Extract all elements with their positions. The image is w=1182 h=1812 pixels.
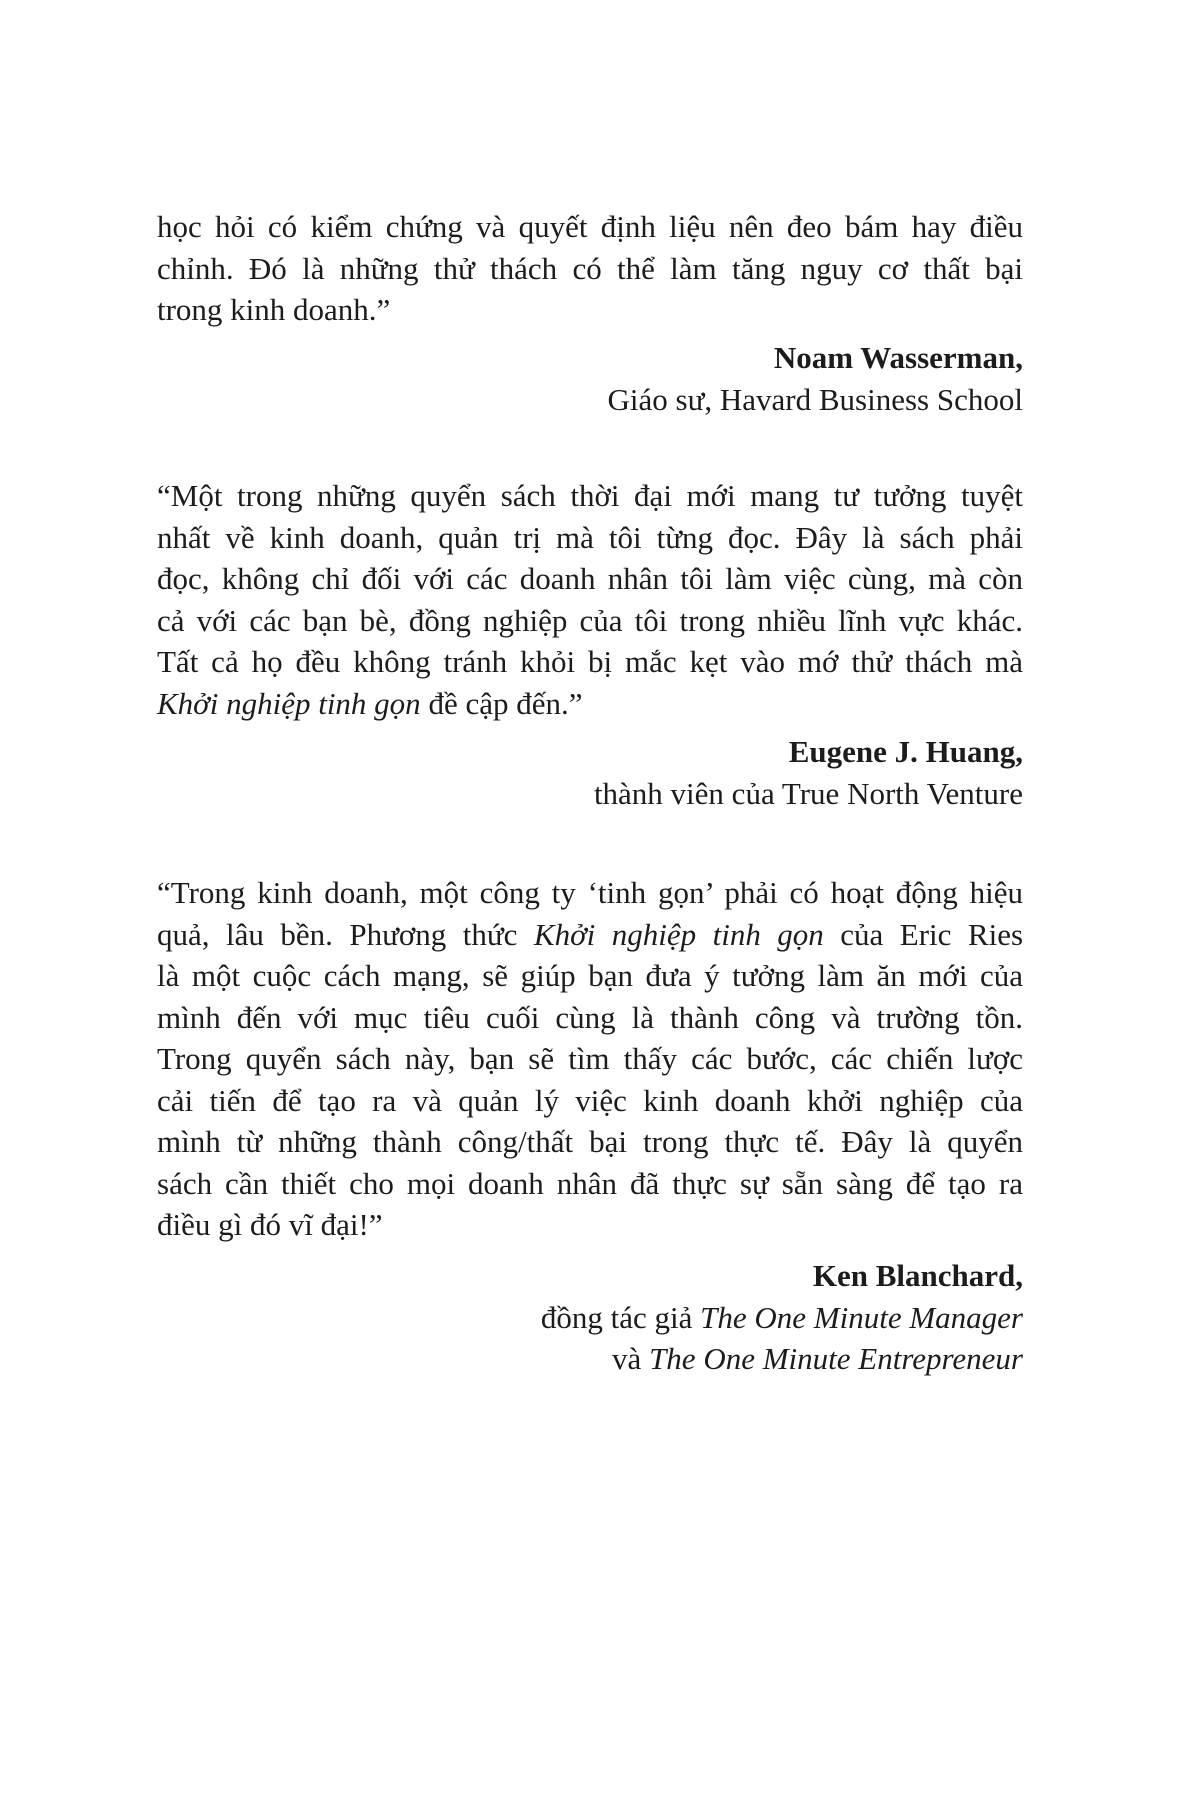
author-role [157, 1297, 1023, 1339]
quote-line [157, 683, 1023, 725]
attribution-blanchard [157, 1255, 1023, 1380]
quote-text: quả, lâu bền. Phương thức [157, 916, 534, 952]
author-role: thành viên của True North Venture [593, 775, 1023, 811]
quote-text: của Eric Ries [823, 916, 1024, 952]
quote-huang [157, 475, 1023, 724]
quote-line: Tất cả họ đều không tránh khỏi bị mắc kẹt vào mớ thử thách mà [157, 644, 1023, 679]
attribution-huang [157, 731, 1023, 814]
quote-line: chỉnh. Đó là những thử thách có thể làm tăng nguy cơ thất bại [157, 250, 1023, 286]
quote-wasserman [157, 206, 1023, 331]
quote-line: trong kinh doanh.” [157, 292, 391, 327]
quote-line: nhất về kinh doanh, quản trị mà tôi từng đọc. Đây là sách phải [157, 519, 1023, 555]
author-name: Noam Wasserman, [773, 340, 1023, 375]
author-role: Giáo sư, Havard Business School [607, 381, 1023, 417]
role-text: và [612, 1341, 650, 1376]
quote-line [157, 914, 1023, 956]
quote-line: điều gì đó vĩ đại!” [157, 1207, 383, 1242]
quote-text: đề cập đến.” [420, 685, 583, 721]
quote-line: mình từ những thành công/thất bại trong thực tế. Đây là quyển [157, 1124, 1023, 1159]
quote-line: học hỏi có kiểm chứng và quyết định liệu nên đeo bám hay điều [157, 209, 1023, 244]
quote-line: đọc, không chỉ đối với các doanh nhân tôi làm việc cùng, mà còn [157, 561, 1023, 596]
quote-line: Trong quyển sách này, bạn sẽ tìm thấy các bước, các chiến lược [157, 1041, 1023, 1076]
quote-line: “Trong kinh doanh, một công ty ‘tinh gọn’ phải có hoạt động hiệu [157, 875, 1023, 910]
quote-line: cải tiến để tạo ra và quản lý việc kinh doanh khởi nghiệp của [157, 1082, 1023, 1118]
quote-blanchard [157, 872, 1023, 1246]
author-name: Ken Blanchard, [812, 1258, 1023, 1293]
quote-line: mình đến với mục tiêu cuối cùng là thành công và trường tồn. [157, 999, 1023, 1035]
book-title: The One Minute Entrepreneur [649, 1341, 1023, 1376]
quote-line: là một cuộc cách mạng, sẽ giúp bạn đưa ý tưởng làm ăn mới của [157, 958, 1023, 993]
quote-line: sách cần thiết cho mọi doanh nhân đã thực sự sẵn sàng để tạo ra [157, 1165, 1023, 1201]
author-role [157, 1338, 1023, 1380]
author-name: Eugene J. Huang, [788, 734, 1023, 769]
role-text: đồng tác giả [540, 1299, 701, 1335]
book-title: Khởi nghiệp tinh gọn [157, 685, 421, 721]
quote-line: cả với các bạn bè, đồng nghiệp của tôi trong nhiều lĩnh vực khác. [157, 602, 1023, 638]
attribution-wasserman [157, 337, 1023, 420]
book-title: The One Minute Manager [700, 1299, 1023, 1335]
quote-line: “Một trong những quyển sách thời đại mới mang tư tưởng tuyệt [157, 478, 1023, 513]
book-title: Khởi nghiệp tinh gọn [533, 916, 824, 952]
